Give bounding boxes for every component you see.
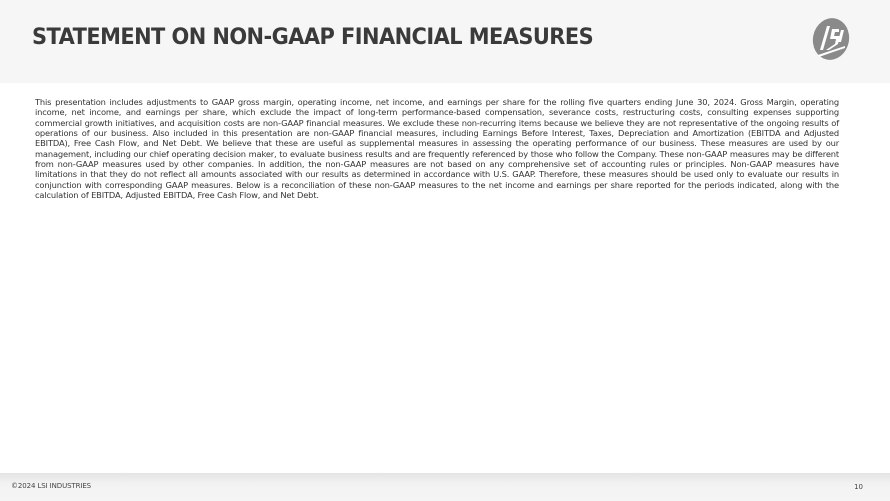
page-title: STATEMENT ON NON-GAAP FINANCIAL MEASURES <box>32 24 594 50</box>
slide-header <box>0 0 890 83</box>
slide-footer <box>0 473 890 501</box>
copyright-text: ©2024 LSI INDUSTRIES <box>11 482 92 490</box>
page-number: 10 <box>854 483 863 491</box>
lsi-logo-icon <box>812 17 850 61</box>
non-gaap-statement-paragraph: This presentation includes adjustments to GAAP gross margin, operating income, net income, and earnings per share for the rolling five quarters ending June 30, 2024. Gross Margin, operating income, net income, and earnings per share, which exclude the impact of long-term performance-based compensation, severance costs, restructuring costs, consulting expenses supporting commercial growth initiatives, and acquisition costs are non-GAAP financial measures. We exclude these non-recurring items because we believe they are not representative of the ongoing results of operations of our business. Also included in this presentation are non-GAAP financial measures, including Earnings Before Interest, Taxes, Depreciation and Amortization (EBITDA and Adjusted EBITDA), Free Cash Flow, and Net Debt. We believe that these are useful as supplemental measures in assessing the operating performance of our business. These measures are used by our management, including our chief operating decision maker, to evaluate business results and are frequently referenced by those who follow the Company. These non-GAAP measures may be different from non-GAAP measures used by other companies. In addition, the non-GAAP measures are not based on any comprehensive set of accounting rules or principles. Non-GAAP measures have limitations in that they do not reflect all amounts associated with our results as determined in accordance with U.S. GAAP. Therefore, these measures should be used only to evaluate our results in conjunction with corresponding GAAP measures. Below is a reconciliation of these non-GAAP measures to the net income and earnings per share reported for the periods indicated, along with the calculation of EBITDA, Adjusted EBITDA, Free Cash Flow, and Net Debt. <box>35 97 839 201</box>
